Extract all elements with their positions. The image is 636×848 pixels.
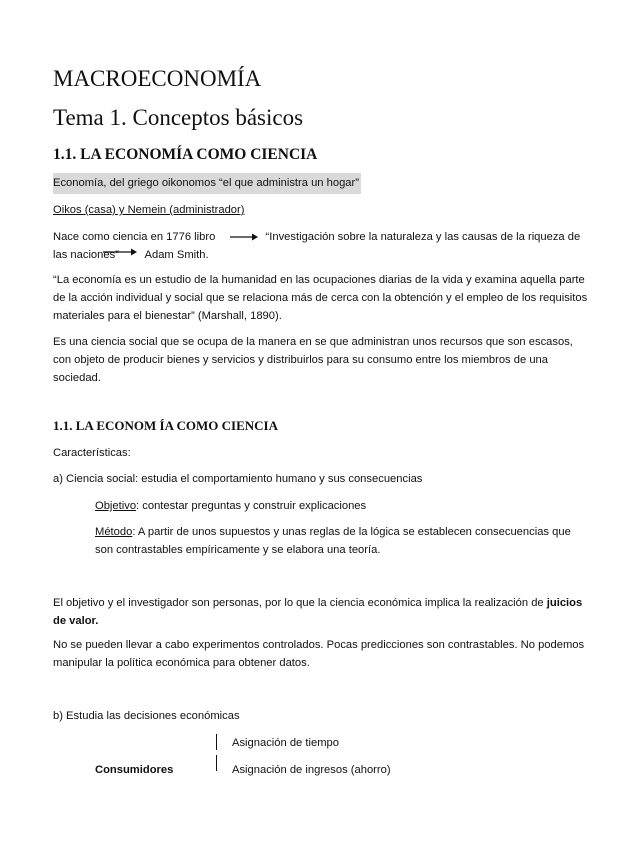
definition-highlight: Economía, del griego oikonomos “el que administra un hogar”	[53, 173, 361, 194]
method-line	[95, 523, 585, 559]
point-a: a) Ciencia social: estudia el comportamiento humano y sus consecuencias	[53, 473, 423, 485]
origin-prefix: Nace como ciencia en 1776 libro	[53, 231, 216, 243]
point-b: b) Estudia las decisiones económicas	[53, 710, 240, 722]
document-subtitle: Tema 1. Conceptos básicos	[53, 105, 304, 130]
arrow-right-icon	[230, 233, 258, 241]
author-name: Adam Smith.	[144, 249, 209, 261]
characteristics-label: Características:	[53, 447, 131, 459]
arrow-right-icon	[103, 248, 137, 256]
method-label: Método	[95, 526, 133, 538]
objective-label: Objetivo	[95, 500, 137, 512]
etymology-line: Oikos (casa) y Nemein (administrador)	[53, 204, 245, 216]
bracket-divider	[216, 755, 217, 771]
experiments-paragraph: No se pueden llevar a cabo experimentos controlados. Pocas predicciones son contrastables. No podemos manipular la política económica para obtener datos.	[53, 639, 585, 669]
marshall-quote: “La economía es un estudio de la humanidad en las ocupaciones diarias de la vida y examina aquella parte de la acción individual y social que se relaciona más de cerca con la obtención y el empleo de los requisitos materiales para el bienestar” (Marshall, 1890).	[53, 274, 588, 322]
value-judgments-paragraph	[53, 594, 593, 630]
method-text: : A partir de unos supuestos y unas reglas de la lógica se establecen consecuencias que son contrastables empíricamente y se elabora una teoría.	[95, 526, 571, 556]
section-heading: 1.1. LA ECONOM ÍA COMO CIENCIA	[53, 418, 278, 433]
objective-line	[95, 497, 366, 515]
objective-text: : contestar preguntas y construir explicaciones	[136, 500, 367, 512]
document-title: MACROECONOMÍA	[53, 66, 262, 91]
bracket-divider	[216, 734, 217, 750]
value-judgments-bold: juicios de valor.	[53, 597, 583, 627]
consumers-label: Consumidores	[95, 764, 174, 776]
definition-paragraph: Es una ciencia social que se ocupa de la manera en se que administran unos recursos que son escasos, con objeto de producir bienes y servicios y distribuirlos para su consumo entre los miembros de una sociedad.	[53, 336, 573, 384]
section-heading: 1.1. LA ECONOMÍA COMO CIENCIA	[53, 146, 318, 163]
consumer-item: Asignación de ingresos (ahorro)	[232, 764, 391, 776]
origin-paragraph	[53, 228, 593, 264]
consumer-item: Asignación de tiempo	[232, 737, 339, 749]
book-title: “Investigación sobre la naturaleza y las causas de la riqueza de las naciones”	[53, 231, 581, 261]
value-judgments-text: El objetivo y el investigador son personas, por lo que la ciencia económica implica la realización de	[53, 597, 544, 609]
